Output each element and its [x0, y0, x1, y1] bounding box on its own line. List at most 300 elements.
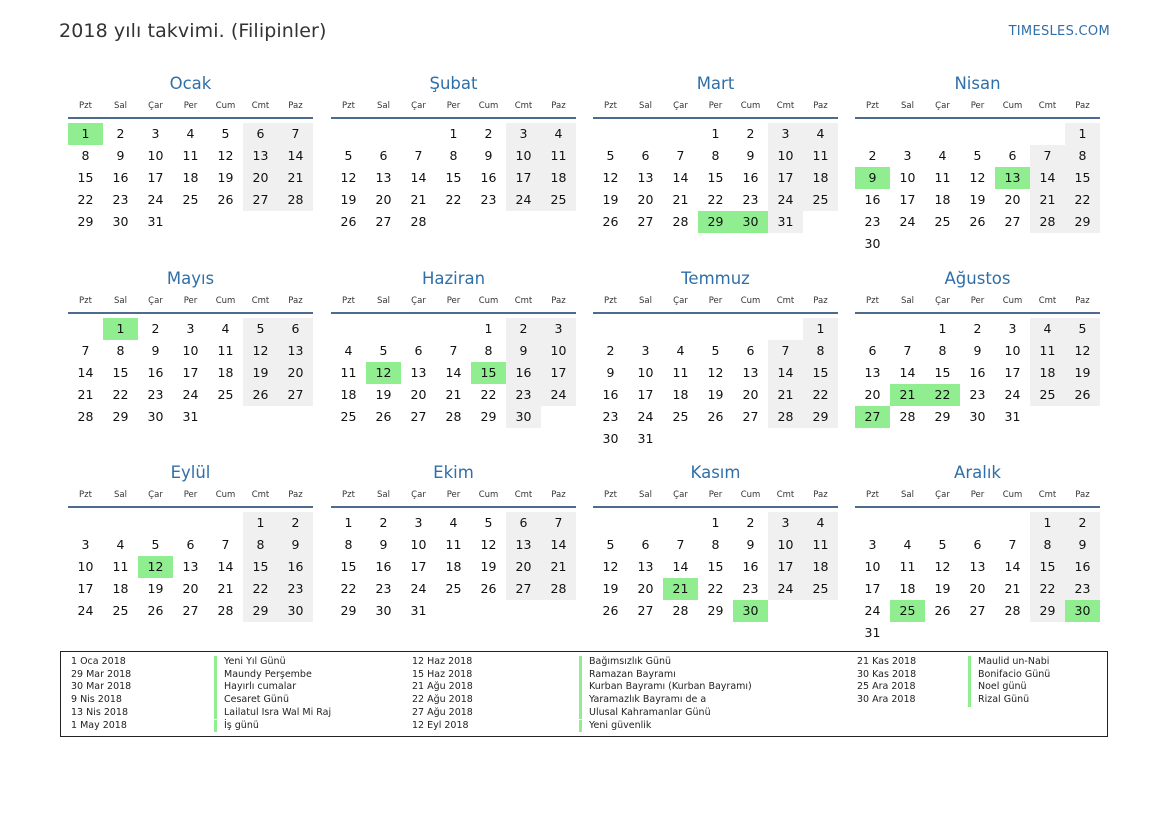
weekday-label: Sal [377, 101, 390, 111]
day-cell: 19 [375, 387, 392, 402]
day-cell: 31 [768, 211, 803, 233]
day-cell: 17 [182, 365, 199, 380]
day-cell: 22 [1065, 189, 1100, 211]
day-cell: 5 [606, 537, 615, 552]
weekday-label: Sal [114, 296, 127, 306]
day-cell: 1 [938, 321, 947, 336]
day-cell: 8 [116, 343, 125, 358]
day-cell: 18 [899, 581, 916, 596]
weekday-label: Sal [639, 296, 652, 306]
day-cell: 15 [707, 559, 724, 574]
legend-date: 12 Haz 2018 [412, 656, 473, 667]
legend-date: 30 Kas 2018 [857, 668, 917, 680]
weekday-label: Çar [411, 490, 426, 500]
day-cell: 9 [973, 343, 982, 358]
day-cell: 11 [803, 145, 838, 167]
weekday-label: Pzt [79, 101, 92, 111]
day-cell: 9 [746, 537, 755, 552]
day-cell: 20 [969, 581, 986, 596]
day-cell: 26 [243, 384, 278, 406]
day-cell: 17 [506, 167, 541, 189]
legend-date: 30 Mar 2018 [71, 681, 132, 693]
day-cell: 4 [116, 537, 125, 552]
day-cell: 24 [182, 387, 199, 402]
day-cell: 6 [973, 537, 982, 552]
weekday-label: Cum [478, 101, 499, 111]
legend-date: 1 May 2018 [71, 719, 127, 731]
weekday-label: Pzt [866, 296, 879, 306]
day-cell: 1 [711, 126, 720, 141]
weekday-label: Cum [1002, 296, 1023, 306]
day-cell: 6 [746, 343, 755, 358]
day-cell: 3 [506, 123, 541, 145]
holiday-cell: 21 [663, 578, 698, 600]
day-cell: 10 [77, 559, 94, 574]
day-cell: 14 [410, 170, 427, 185]
legend-date: 21 Ağu 2018 [412, 681, 473, 693]
day-cell: 30 [278, 600, 313, 622]
month-divider [331, 506, 576, 508]
day-cell: 10 [182, 343, 199, 358]
legend-holiday-name: Ramazan Bayramı [579, 669, 676, 682]
day-cell: 20 [864, 387, 881, 402]
day-cell: 21 [445, 387, 462, 402]
weekday-label: Paz [813, 490, 828, 500]
day-cell: 17 [768, 167, 803, 189]
weekday-label: Cum [1002, 101, 1023, 111]
day-cell: 8 [484, 343, 493, 358]
day-cell: 27 [278, 384, 313, 406]
day-cell: 3 [768, 123, 803, 145]
day-cell: 31 [147, 214, 164, 229]
day-cell: 28 [899, 409, 916, 424]
day-cell: 9 [151, 343, 160, 358]
day-cell: 7 [768, 340, 803, 362]
day-cell: 25 [217, 387, 234, 402]
weekday-label: Pzt [342, 296, 355, 306]
day-cell: 23 [480, 192, 497, 207]
weekday-label: Per [183, 296, 198, 306]
day-cell: 22 [340, 581, 357, 596]
day-cell: 22 [707, 581, 724, 596]
day-cell: 30 [969, 409, 986, 424]
weekday-label: Per [446, 101, 461, 111]
day-cell: 18 [1030, 362, 1065, 384]
weekday-label: Çar [148, 490, 163, 500]
day-cell: 28 [541, 578, 576, 600]
day-cell: 13 [637, 559, 654, 574]
day-cell: 7 [449, 343, 458, 358]
day-cell: 12 [340, 170, 357, 185]
weekday-label: Paz [1075, 490, 1090, 500]
day-cell: 31 [637, 431, 654, 446]
day-cell: 29 [243, 600, 278, 622]
day-cell: 11 [182, 148, 199, 163]
holiday-cell: 29 [698, 211, 733, 233]
day-cell: 29 [1030, 600, 1065, 622]
day-cell: 21 [541, 556, 576, 578]
day-cell: 5 [973, 148, 982, 163]
legend-holiday-name: Lailatul Isra Wal Mi Raj [214, 707, 331, 720]
day-cell: 3 [414, 515, 423, 530]
day-cell: 4 [344, 343, 353, 358]
day-cell: 29 [480, 409, 497, 424]
day-cell: 24 [768, 189, 803, 211]
day-cell: 1 [1030, 512, 1065, 534]
day-cell: 23 [278, 578, 313, 600]
day-cell: 29 [112, 409, 129, 424]
day-cell: 10 [899, 170, 916, 185]
day-cell: 8 [938, 343, 947, 358]
weekday-label: Cmt [251, 490, 270, 500]
holiday-cell: 30 [733, 211, 768, 233]
day-cell: 27 [637, 603, 654, 618]
day-cell: 28 [445, 409, 462, 424]
weekday-label: Pzt [604, 101, 617, 111]
day-cell: 28 [77, 409, 94, 424]
day-cell: 16 [278, 556, 313, 578]
day-cell: 2 [151, 321, 160, 336]
day-cell: 3 [768, 512, 803, 534]
day-cell: 15 [445, 170, 462, 185]
day-cell: 11 [803, 534, 838, 556]
legend-date: 1 Oca 2018 [71, 656, 126, 667]
day-cell: 25 [541, 189, 576, 211]
weekday-label: Cmt [1038, 490, 1057, 500]
day-cell: 13 [969, 559, 986, 574]
legend-holiday-name: Noel günü [968, 681, 1027, 694]
day-cell: 19 [969, 192, 986, 207]
day-cell: 16 [1065, 556, 1100, 578]
month-divider [68, 506, 313, 508]
day-cell: 15 [803, 362, 838, 384]
month-block [593, 463, 838, 653]
day-cell: 17 [77, 581, 94, 596]
day-cell: 14 [217, 559, 234, 574]
day-cell: 4 [541, 123, 576, 145]
day-cell: 3 [541, 318, 576, 340]
day-cell: 29 [934, 409, 951, 424]
weekday-label: Sal [114, 490, 127, 500]
month-block [331, 269, 576, 459]
day-cell: 8 [449, 148, 458, 163]
weekday-label: Sal [901, 296, 914, 306]
day-cell: 24 [864, 603, 881, 618]
day-cell: 20 [375, 192, 392, 207]
weekday-label: Çar [673, 101, 688, 111]
day-cell: 24 [637, 409, 654, 424]
day-cell: 19 [934, 581, 951, 596]
month-name: Ocak [169, 74, 212, 93]
month-block [593, 269, 838, 459]
day-cell: 23 [112, 192, 129, 207]
day-cell: 4 [186, 126, 195, 141]
day-cell: 21 [217, 581, 234, 596]
weekday-label: Sal [114, 101, 127, 111]
day-cell: 28 [768, 406, 803, 428]
day-cell: 1 [1065, 123, 1100, 145]
legend-date: 30 Ara 2018 [857, 694, 916, 706]
day-cell: 27 [969, 603, 986, 618]
day-cell: 2 [606, 343, 615, 358]
weekday-label: Paz [1075, 101, 1090, 111]
day-cell: 16 [112, 170, 129, 185]
holiday-cell: 27 [855, 406, 890, 428]
legend-date: 27 Ağu 2018 [412, 706, 473, 718]
legend-date: 21 Kas 2018 [857, 656, 917, 667]
weekday-label: Cmt [776, 296, 795, 306]
legend-holiday-name: Cesaret Günü [214, 694, 289, 707]
day-cell: 8 [344, 537, 353, 552]
day-cell: 9 [278, 534, 313, 556]
weekday-label: Cum [740, 296, 761, 306]
month-block [331, 463, 576, 653]
day-cell: 4 [803, 123, 838, 145]
day-cell: 13 [243, 145, 278, 167]
day-cell: 26 [602, 603, 619, 618]
day-cell: 21 [410, 192, 427, 207]
day-cell: 8 [81, 148, 90, 163]
weekday-label: Cum [215, 296, 236, 306]
month-divider [855, 117, 1100, 119]
month-name: Mayıs [166, 269, 215, 288]
day-cell: 29 [707, 603, 724, 618]
day-cell: 7 [81, 343, 90, 358]
day-cell: 6 [868, 343, 877, 358]
legend-date: 25 Ara 2018 [857, 681, 916, 693]
month-divider [331, 117, 576, 119]
day-cell: 28 [410, 214, 427, 229]
day-cell: 16 [147, 365, 164, 380]
weekday-label: Pzt [342, 490, 355, 500]
day-cell: 4 [676, 343, 685, 358]
day-cell: 22 [243, 578, 278, 600]
weekday-label: Per [970, 490, 985, 500]
weekday-label: Sal [639, 490, 652, 500]
day-cell: 29 [1065, 211, 1100, 233]
weekday-label: Cmt [514, 101, 533, 111]
day-cell: 8 [1030, 534, 1065, 556]
day-cell: 19 [147, 581, 164, 596]
weekday-label: Pzt [866, 101, 879, 111]
day-cell: 23 [969, 387, 986, 402]
day-cell: 17 [410, 559, 427, 574]
day-cell: 2 [746, 126, 755, 141]
day-cell: 3 [81, 537, 90, 552]
day-cell: 6 [1008, 148, 1017, 163]
day-cell: 17 [637, 387, 654, 402]
day-cell: 22 [112, 387, 129, 402]
weekday-label: Çar [148, 296, 163, 306]
day-cell: 24 [541, 384, 576, 406]
day-cell: 19 [1065, 362, 1100, 384]
day-cell: 4 [1030, 318, 1065, 340]
day-cell: 27 [637, 214, 654, 229]
day-cell: 8 [803, 340, 838, 362]
weekday-label: Cmt [251, 296, 270, 306]
day-cell: 8 [711, 148, 720, 163]
day-cell: 2 [506, 318, 541, 340]
day-cell: 30 [147, 409, 164, 424]
weekday-label: Çar [411, 296, 426, 306]
month-divider [593, 312, 838, 314]
month-divider [593, 117, 838, 119]
weekday-label: Pzt [342, 101, 355, 111]
day-cell: 7 [541, 512, 576, 534]
day-cell: 6 [414, 343, 423, 358]
day-cell: 30 [602, 431, 619, 446]
day-cell: 23 [375, 581, 392, 596]
day-cell: 6 [641, 148, 650, 163]
day-cell: 13 [375, 170, 392, 185]
weekday-label: Cmt [251, 101, 270, 111]
month-divider [68, 312, 313, 314]
day-cell: 4 [803, 512, 838, 534]
day-cell: 9 [116, 148, 125, 163]
weekday-label: Cum [740, 101, 761, 111]
day-cell: 12 [602, 559, 619, 574]
day-cell: 24 [506, 189, 541, 211]
day-cell: 13 [742, 365, 759, 380]
day-cell: 30 [112, 214, 129, 229]
month-block [68, 269, 313, 459]
month-name: Nisan [954, 74, 1001, 93]
month-divider [855, 506, 1100, 508]
day-cell: 12 [934, 559, 951, 574]
day-cell: 19 [243, 362, 278, 384]
day-cell: 4 [221, 321, 230, 336]
day-cell: 16 [480, 170, 497, 185]
day-cell: 5 [484, 515, 493, 530]
weekday-label: Per [970, 101, 985, 111]
weekday-label: Cum [478, 490, 499, 500]
legend-holiday-name: İş günü [214, 720, 259, 733]
weekday-label: Çar [935, 490, 950, 500]
weekday-label: Per [708, 296, 723, 306]
day-cell: 21 [77, 387, 94, 402]
day-cell: 10 [410, 537, 427, 552]
day-cell: 25 [112, 603, 129, 618]
weekday-label: Cum [215, 490, 236, 500]
weekday-label: Çar [935, 296, 950, 306]
day-cell: 9 [506, 340, 541, 362]
day-cell: 15 [707, 170, 724, 185]
month-block [68, 463, 313, 653]
day-cell: 26 [934, 603, 951, 618]
day-cell: 21 [278, 167, 313, 189]
month-name: Kasım [690, 463, 741, 482]
day-cell: 2 [1065, 512, 1100, 534]
month-block [855, 463, 1100, 653]
weekday-label: Cum [478, 296, 499, 306]
day-cell: 5 [1065, 318, 1100, 340]
day-cell: 16 [742, 559, 759, 574]
holiday-cell: 15 [471, 362, 506, 384]
day-cell: 27 [243, 189, 278, 211]
weekday-label: Per [183, 101, 198, 111]
weekday-label: Cmt [1038, 101, 1057, 111]
weekday-label: Paz [288, 101, 303, 111]
month-block [855, 74, 1100, 264]
day-cell: 10 [147, 148, 164, 163]
day-cell: 18 [182, 170, 199, 185]
day-cell: 12 [1065, 340, 1100, 362]
day-cell: 20 [637, 581, 654, 596]
day-cell: 5 [243, 318, 278, 340]
day-cell: 3 [1008, 321, 1017, 336]
legend-holiday-name: Bonifacio Günü [968, 669, 1050, 682]
legend-date: 15 Haz 2018 [412, 668, 473, 680]
month-block [68, 74, 313, 264]
legend-date: 12 Eyl 2018 [412, 719, 469, 731]
day-cell: 19 [217, 170, 234, 185]
weekday-label: Sal [901, 101, 914, 111]
day-cell: 3 [868, 537, 877, 552]
day-cell: 29 [803, 406, 838, 428]
day-cell: 11 [445, 537, 462, 552]
day-cell: 20 [182, 581, 199, 596]
day-cell: 10 [506, 145, 541, 167]
day-cell: 26 [969, 214, 986, 229]
day-cell: 16 [864, 192, 881, 207]
day-cell: 14 [445, 365, 462, 380]
day-cell: 12 [480, 537, 497, 552]
day-cell: 30 [864, 236, 881, 251]
month-name: Temmuz [681, 269, 750, 288]
day-cell: 20 [410, 387, 427, 402]
day-cell: 22 [445, 192, 462, 207]
legend-holiday-name: Yeni Yıl Günü [214, 656, 286, 669]
month-block [855, 269, 1100, 459]
month-divider [855, 312, 1100, 314]
day-cell: 16 [602, 387, 619, 402]
day-cell: 2 [116, 126, 125, 141]
month-name: Eylül [170, 463, 211, 482]
day-cell: 11 [217, 343, 234, 358]
site-link[interactable]: TIMESLES.COM [1008, 24, 1110, 39]
day-cell: 21 [768, 384, 803, 406]
legend-date: 22 Ağu 2018 [412, 694, 473, 706]
day-cell: 22 [803, 384, 838, 406]
weekday-label: Per [446, 490, 461, 500]
day-cell: 22 [480, 387, 497, 402]
day-cell: 10 [1004, 343, 1021, 358]
legend-date: 29 Mar 2018 [71, 668, 132, 680]
day-cell: 13 [278, 340, 313, 362]
weekday-label: Cmt [514, 296, 533, 306]
day-cell: 12 [707, 365, 724, 380]
day-cell: 10 [768, 145, 803, 167]
day-cell: 24 [147, 192, 164, 207]
day-cell: 28 [1004, 603, 1021, 618]
day-cell: 18 [217, 365, 234, 380]
weekday-label: Per [446, 296, 461, 306]
day-cell: 23 [602, 409, 619, 424]
legend-holiday-name: Bağımsızlık Günü [579, 656, 671, 669]
legend-date: 13 Nis 2018 [71, 706, 128, 718]
day-cell: 1 [243, 512, 278, 534]
day-cell: 15 [112, 365, 129, 380]
month-block [593, 74, 838, 264]
day-cell: 3 [903, 148, 912, 163]
day-cell: 11 [672, 365, 689, 380]
day-cell: 25 [934, 214, 951, 229]
day-cell: 23 [506, 384, 541, 406]
day-cell: 6 [641, 537, 650, 552]
day-cell: 18 [112, 581, 129, 596]
day-cell: 7 [676, 537, 685, 552]
day-cell: 16 [375, 559, 392, 574]
